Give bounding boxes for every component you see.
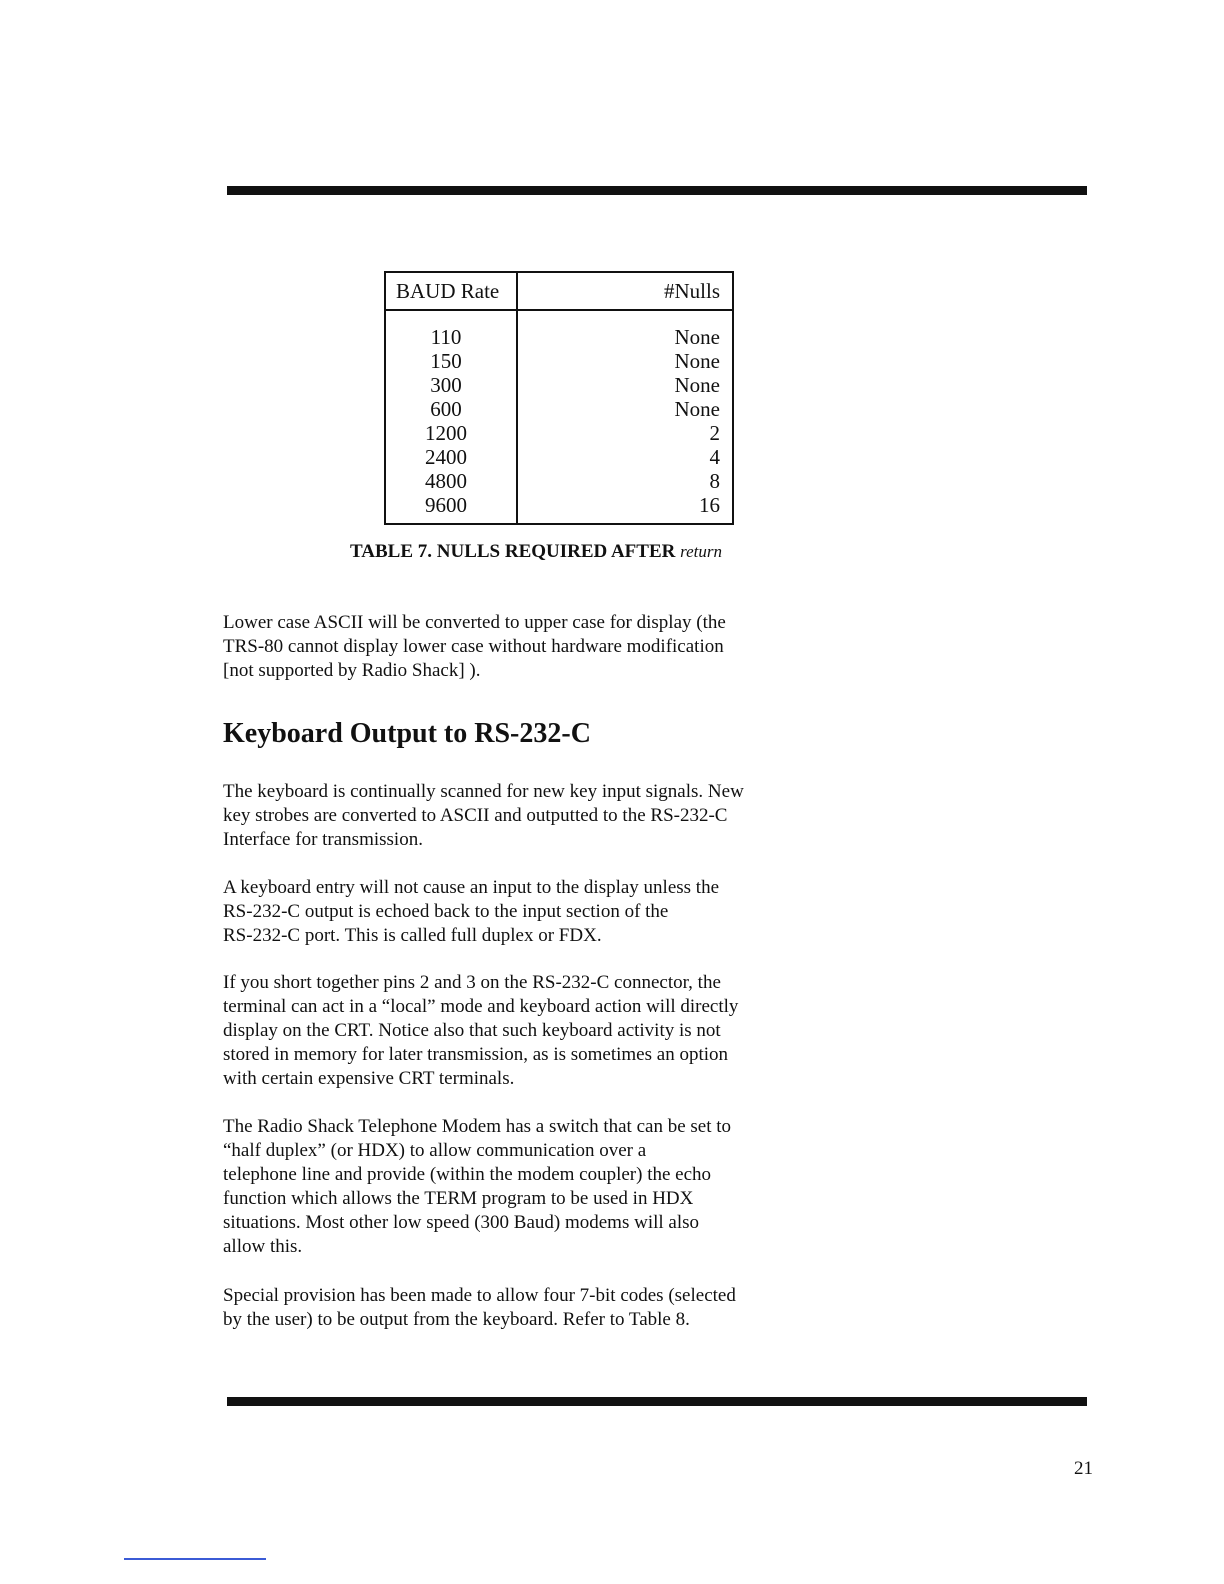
bottom-rule (227, 1397, 1087, 1406)
table-cell-baud: 300 (430, 373, 462, 397)
text-line: The keyboard is continually scanned for new key input signals. New (223, 781, 744, 802)
paragraph-full-duplex (223, 876, 883, 948)
table-cell-baud: 150 (430, 349, 462, 373)
paragraph-modem (223, 1115, 883, 1259)
table-cell-nulls: 8 (709, 469, 720, 493)
text-line: Special provision has been made to allow four 7-bit codes (selected (223, 1285, 736, 1306)
text-line: stored in memory for later transmission, as is sometimes an option (223, 1044, 729, 1065)
text-line: TRS-80 cannot display lower case without hardware modification (223, 636, 724, 657)
text-line: Lower case ASCII will be converted to upper case for display (the (223, 612, 726, 633)
paragraph-special-codes (223, 1284, 883, 1332)
table-cell-nulls: 16 (699, 493, 720, 517)
table-caption (350, 540, 722, 564)
paragraph-keyboard-scan (223, 780, 883, 852)
text-line: If you short together pins 2 and 3 on the RS-232-C connector, the (223, 972, 721, 993)
paragraph-local-mode (223, 971, 883, 1091)
table-cell-baud: 9600 (425, 493, 467, 517)
table-cell-baud: 1200 (425, 421, 467, 445)
text-line: telephone line and provide (within the modem coupler) the echo (223, 1164, 712, 1185)
table-cell-nulls: None (674, 397, 720, 421)
text-line: RS-232-C output is echoed back to the input section of the (223, 901, 669, 922)
intro-paragraph (223, 611, 883, 683)
text-line: by the user) to be output from the keyboard. Refer to Table 8. (223, 1309, 690, 1330)
table-header-nulls: #Nulls (663, 279, 720, 303)
table-cell-nulls: 2 (709, 421, 720, 445)
text-line: “half duplex” (or HDX) to allow communication over a (223, 1140, 647, 1161)
table-cell-nulls: 4 (709, 445, 720, 469)
text-line: [not supported by Radio Shack] ). (223, 660, 481, 681)
table-cell-baud: 2400 (425, 445, 467, 469)
table-cell-nulls: None (674, 325, 720, 349)
text-line: allow this. (223, 1236, 303, 1257)
text-line: key strobes are converted to ASCII and outputted to the RS-232-C (223, 805, 728, 826)
text-line: RS-232-C port. This is called full duplex or FDX. (223, 925, 602, 946)
table-header-baud-rate: BAUD Rate (396, 279, 500, 303)
text-line: display on the CRT. Notice also that such keyboard activity is not (223, 1020, 721, 1041)
baud-rate-column (394, 325, 498, 517)
text-line: terminal can act in a “local” mode and keyboard action will directly (223, 996, 739, 1017)
top-rule (227, 186, 1087, 195)
scan-artifact-line (124, 1558, 266, 1560)
text-line: situations. Most other low speed (300 Baud) modems will also (223, 1212, 700, 1233)
text-line: function which allows the TERM program to be used in HDX (223, 1188, 694, 1209)
section-heading: Keyboard Output to RS-232-C (223, 718, 591, 749)
table-cell-baud: 110 (430, 325, 462, 349)
text-line: with certain expensive CRT terminals. (223, 1068, 515, 1089)
table-cell-baud: 4800 (425, 469, 467, 493)
text-line: Interface for transmission. (223, 829, 423, 850)
table-cell-baud: 600 (430, 397, 462, 421)
nulls-column (560, 325, 720, 517)
nulls-table (384, 271, 734, 525)
table-caption-main: TABLE 7. NULLS REQUIRED AFTER (350, 541, 676, 562)
table-header-divider (386, 309, 732, 311)
page-number: 21 (1074, 1458, 1093, 1479)
table-cell-nulls: None (674, 373, 720, 397)
text-line: A keyboard entry will not cause an input to the display unless the (223, 877, 720, 898)
table-caption-italic: return (680, 542, 722, 561)
table-cell-nulls: None (674, 349, 720, 373)
text-line: The Radio Shack Telephone Modem has a switch that can be set to (223, 1116, 732, 1137)
